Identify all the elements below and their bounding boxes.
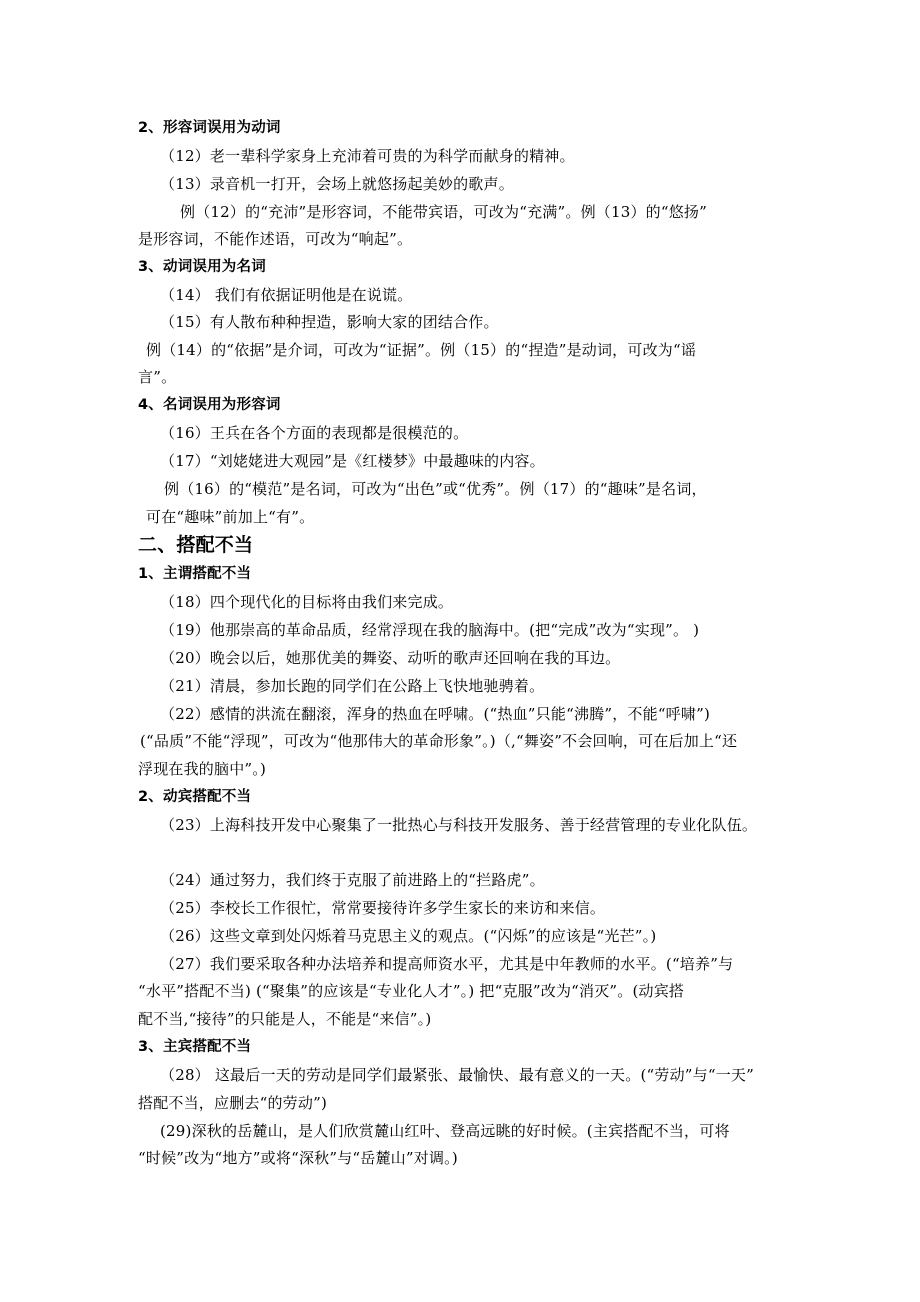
example-12: （12）老一辈科学家身上充沛着可贵的为科学而献身的精神。 [160,147,575,165]
heading-subject-predicate: 1、主谓搭配不当 [138,566,252,582]
explanation-14-15-line2: 言”。 [138,368,177,386]
example-24: （24）通过努力，我们终于克服了前进路上的“拦路虎”。 [160,871,545,889]
heading-verb-object: 2、动宾搭配不当 [138,789,252,805]
example-14: （14） 我们有依据证明他是在说谎。 [160,286,413,304]
example-26: （26）这些文章到处闪烁着马克思主义的观点。(“闪烁”的应该是“光芒”。) [160,927,657,945]
explanation-29: “时候”改为“地方”或将“深秋”与“岳麓山”对调。) [138,1149,458,1167]
heading-verb-as-noun: 3、动词误用为名词 [138,259,266,275]
heading-noun-as-adjective: 4、名词误用为形容词 [138,397,281,413]
explanation-19-20-line1: (“品质”不能“浮现”，可改为“他那伟大的革命形象”。)（,“舞姿”不会回响，可在后加上“还 [140,732,738,750]
example-17: （17）“刘姥姥进大观园”是《红楼梦》中最趣味的内容。 [160,452,545,470]
example-25: （25）李校长工作很忙，常常要接待许多学生家长的来访和来信。 [160,899,606,917]
explanation-12-13-line1: 例（12）的“充沛”是形容词，不能带宾语，可改为“充满”。例（13）的“悠扬” [180,203,707,221]
example-15: （15）有人散布种种捏造，影响大家的团结合作。 [160,313,499,331]
explanation-16-17-line1: 例（16）的“模范”是名词，可改为“出色”或“优秀”。例（17）的“趣味”是名词， [164,480,707,498]
explanation-19-20-line2: 浮现在我的脑中”。) [138,760,267,778]
example-22: （22）感情的洪流在翻滚，浑身的热血在呼啸。(“热血”只能“沸腾”，不能“呼啸”) [160,705,711,723]
heading-adjective-as-verb: 2、形容词误用为动词 [138,120,281,136]
example-21: （21）清晨，参加长跑的同学们在公路上飞快地驰骋着。 [160,677,545,695]
section-heading-mismatch: 二、搭配不当 [138,534,254,556]
explanation-23-27-line2: 配不当,“接待”的只能是人，不能是“来信”。) [138,1010,432,1028]
explanation-16-17-line2: 可在“趣味”前加上“有”。 [146,508,315,526]
example-28: （28） 这最后一天的劳动是同学们最紧张、最愉快、最有意义的一天。(“劳动”与“一天” [160,1066,754,1084]
example-29: (29)深秋的岳麓山，是人们欣赏麓山红叶、登高远眺的好时候。(主宾搭配不当，可将 [160,1122,730,1140]
example-13: （13）录音机一打开，会场上就悠扬起美妙的歌声。 [160,175,514,193]
example-16: （16）王兵在各个方面的表现都是很模范的。 [160,424,469,442]
explanation-23-27-line1: “水平”搭配不当) (“聚集”的应该是“专业化人才”。) 把“克服”改为“消灭”。(动宾搭 [138,982,685,1000]
explanation-14-15-line1: 例（14）的“依据”是介词，可改为“证据”。例（15）的“捏造”是动词，可改为“谣 [146,341,697,359]
example-20: （20）晚会以后，她那优美的舞姿、动听的歌声还回响在我的耳边。 [160,649,621,667]
heading-subject-object: 3、主宾搭配不当 [138,1039,252,1055]
example-19: （19）他那崇高的革命品质，经常浮现在我的脑海中。(把“完成”改为“实现”。 ) [160,621,700,639]
example-23: （23）上海科技开发中心聚集了一批热心与科技开发服务、善于经营管理的专业化队伍。 [160,816,758,834]
example-18: （18）四个现代化的目标将由我们来完成。 [160,593,454,611]
example-27: （27）我们要采取各种办法培养和提高师资水平，尤其是中年教师的水平。(“培养”与 [160,955,734,973]
explanation-28: 搭配不当，应删去“的劳动”) [138,1094,327,1112]
explanation-12-13-line2: 是形容词，不能作述语，可改为“响起”。 [138,230,413,248]
